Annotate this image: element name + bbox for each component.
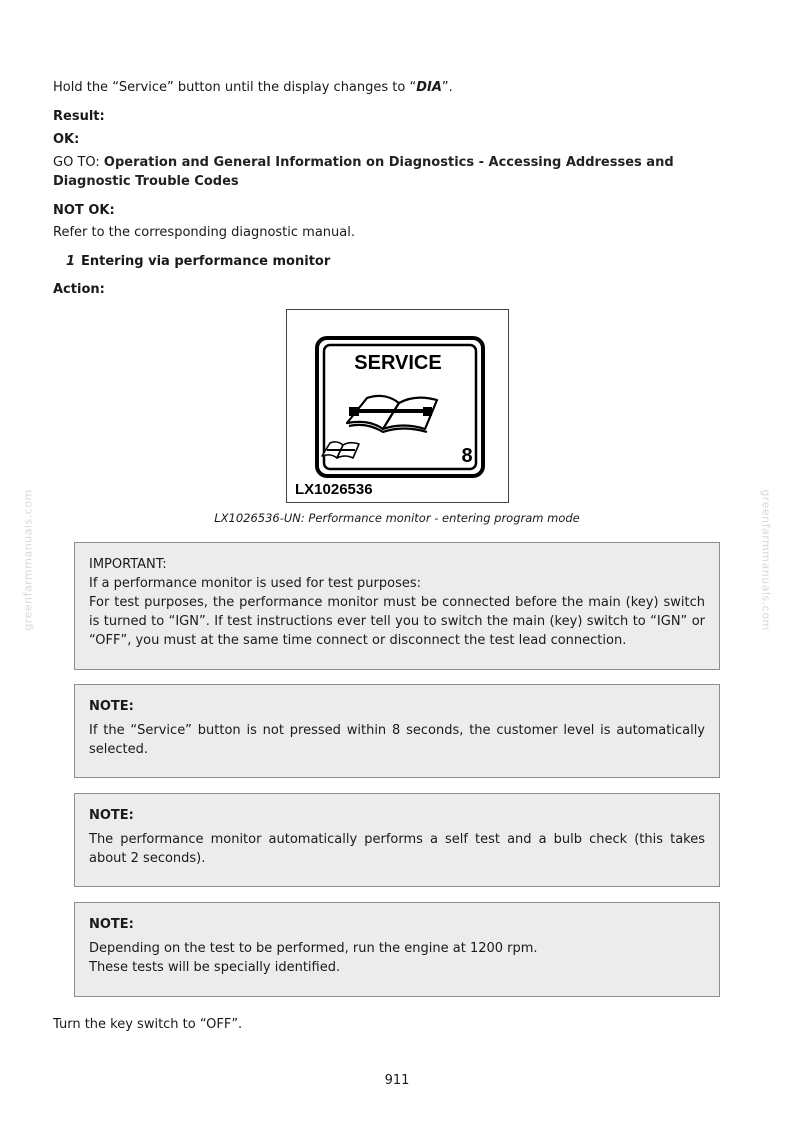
- intro-text: Hold the “Service” button until the display changes to “: [53, 80, 417, 95]
- figure-code: LX1026536: [295, 481, 373, 498]
- important-box: [74, 542, 720, 670]
- note-text-line-2: These tests will be specially identified.: [89, 960, 341, 975]
- book-icon: [347, 396, 437, 432]
- important-heading: IMPORTANT:: [89, 557, 167, 572]
- note-box: [74, 902, 720, 997]
- important-line-1: If a performance monitor is used for test purposes:: [89, 576, 422, 591]
- screen-service-text: SERVICE: [354, 352, 442, 374]
- note-text-line-1: Depending on the test to be performed, run the engine at 1200 rpm.: [89, 941, 538, 956]
- step-number: 1: [65, 254, 75, 269]
- note-box: [74, 684, 720, 778]
- note-text: The performance monitor automatically performs a self test and a bulb check (this takes about 2 seconds).: [89, 832, 705, 866]
- step-title: Entering via performance monitor: [81, 254, 331, 269]
- note-text: If the “Service” button is not pressed within 8 seconds, the customer level is automatically selected.: [89, 723, 705, 757]
- performance-monitor-illustration: [287, 310, 508, 502]
- intro-paragraph: [53, 78, 453, 97]
- diagnostics-link[interactable]: Operation and General Information on Diagnostics - Accessing Addresses and Diagnostic Trouble Codes: [53, 155, 674, 189]
- step-heading: [53, 252, 330, 271]
- result-label: Result:: [53, 109, 105, 124]
- dia-code: DIA: [416, 80, 442, 95]
- goto-prefix: GO TO:: [53, 155, 104, 170]
- notok-text: Refer to the corresponding diagnostic manual.: [53, 225, 355, 240]
- important-line-2: For test purposes, the performance monitor must be connected before the main (key) switch is turned to “IGN”. If test instructions ever tell you to switch the main (key) switch to “IGN” or “OFF”, you must at the same time connect or disconnect the test lead connection.: [89, 595, 705, 648]
- note-heading: NOTE:: [89, 917, 134, 932]
- ok-label: OK:: [53, 132, 80, 147]
- watermark-left: greenfarmmanuals.com: [21, 489, 35, 631]
- action-label: Action:: [53, 282, 105, 297]
- final-instruction: Turn the key switch to “OFF”.: [53, 1017, 243, 1032]
- note-box: [74, 793, 720, 887]
- performance-monitor-figure: [286, 309, 509, 503]
- watermark-right: greenfarmmanuals.com: [759, 489, 773, 631]
- page-number: 911: [384, 1073, 410, 1088]
- note-heading: NOTE:: [89, 808, 134, 823]
- small-book-icon: [322, 442, 359, 458]
- notok-label: NOT OK:: [53, 203, 115, 218]
- goto-paragraph: [53, 153, 743, 191]
- figure-caption: LX1026536-UN: Performance monitor - entering program mode: [214, 511, 580, 525]
- note-heading: NOTE:: [89, 699, 134, 714]
- intro-text-end: ”.: [441, 80, 453, 95]
- screen-digit: 8: [461, 445, 473, 467]
